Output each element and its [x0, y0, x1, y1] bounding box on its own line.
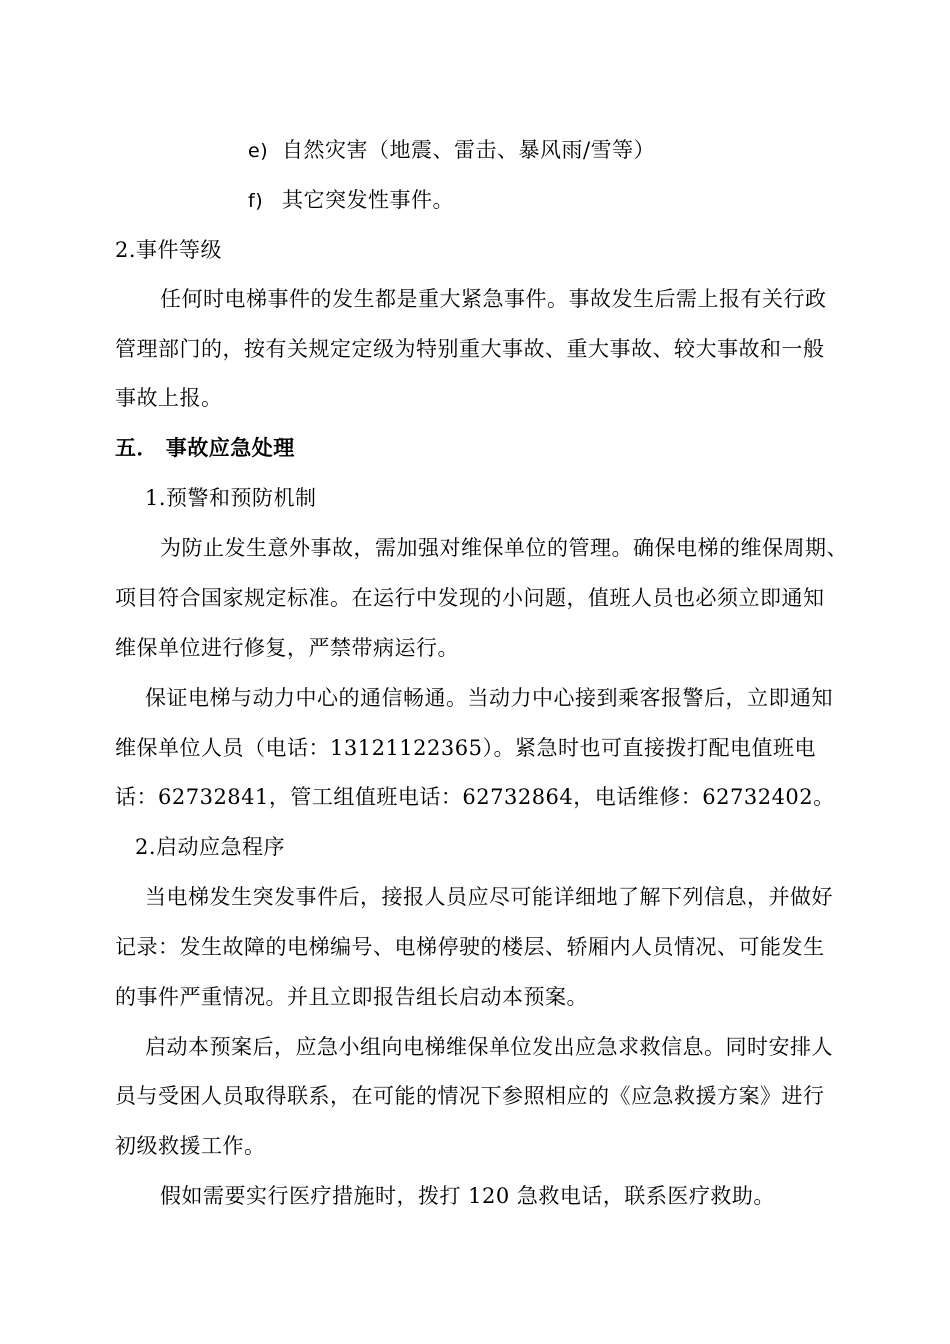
list-item-f: [248, 185, 454, 216]
paragraph-line: 管理部门的，按有关规定定级为特别重大事故、重大事故、较大事故和一般: [115, 337, 825, 361]
subheading-start-emergency: 2.启动应急程序: [135, 835, 286, 859]
paragraph-line: 初级救援工作。: [115, 1134, 266, 1158]
paragraph-line: 启动本预案后，应急小组向电梯维保单位发出应急求救信息。同时安排人: [145, 1035, 833, 1059]
paragraph-line: 保证电梯与动力中心的通信畅通。当动力中心接到乘客报警后，立即通知: [145, 686, 833, 710]
list-marker: f): [248, 190, 264, 212]
list-item-text: 自然灾害（地震、雷击、暴风雨/雪等）: [282, 138, 656, 162]
paragraph-line: 话：62732841，管工组值班电话：62732864，电话维修：62732402。: [115, 785, 835, 809]
list-item-e: [248, 135, 655, 166]
paragraph-line: 维保单位人员（电话：13121122365）。紧急时也可直接拨打配电值班电: [115, 736, 816, 760]
paragraph-line: 任何时电梯事件的发生都是重大紧急事件。事故发生后需上报有关行政: [160, 287, 827, 311]
paragraph-line: 假如需要实行医疗措施时，拨打 120 急救电话，联系医疗救助。: [160, 1184, 775, 1208]
paragraph-line: 记录：发生故障的电梯编号、电梯停驶的楼层、轿厢内人员情况、可能发生: [115, 935, 825, 959]
list-marker: e): [248, 140, 269, 162]
paragraph-line: 的事件严重情况。并且立即报告组长启动本预案。: [115, 985, 588, 1009]
paragraph-line: 项目符合国家规定标准。在运行中发现的小问题，值班人员也必须立即通知: [115, 586, 825, 610]
paragraph-line: 为防止发生意外事故，需加强对维保单位的管理。确保电梯的维保周期、: [160, 536, 848, 560]
paragraph-line: 员与受困人员取得联系，在可能的情况下参照相应的《应急救援方案》进行: [115, 1084, 825, 1108]
subheading-event-level: 2.事件等级: [115, 238, 223, 262]
list-item-text: 其它突发性事件。: [282, 188, 454, 212]
section-heading-five: 五． 事故应急处理: [115, 435, 295, 460]
subheading-warning-prevention: 1.预警和预防机制: [145, 486, 317, 510]
paragraph-line: 当电梯发生突发事件后，接报人员应尽可能详细地了解下列信息，并做好: [145, 885, 833, 909]
paragraph-line: 事故上报。: [115, 386, 223, 410]
paragraph-line: 维保单位进行修复，严禁带病运行。: [115, 636, 459, 660]
